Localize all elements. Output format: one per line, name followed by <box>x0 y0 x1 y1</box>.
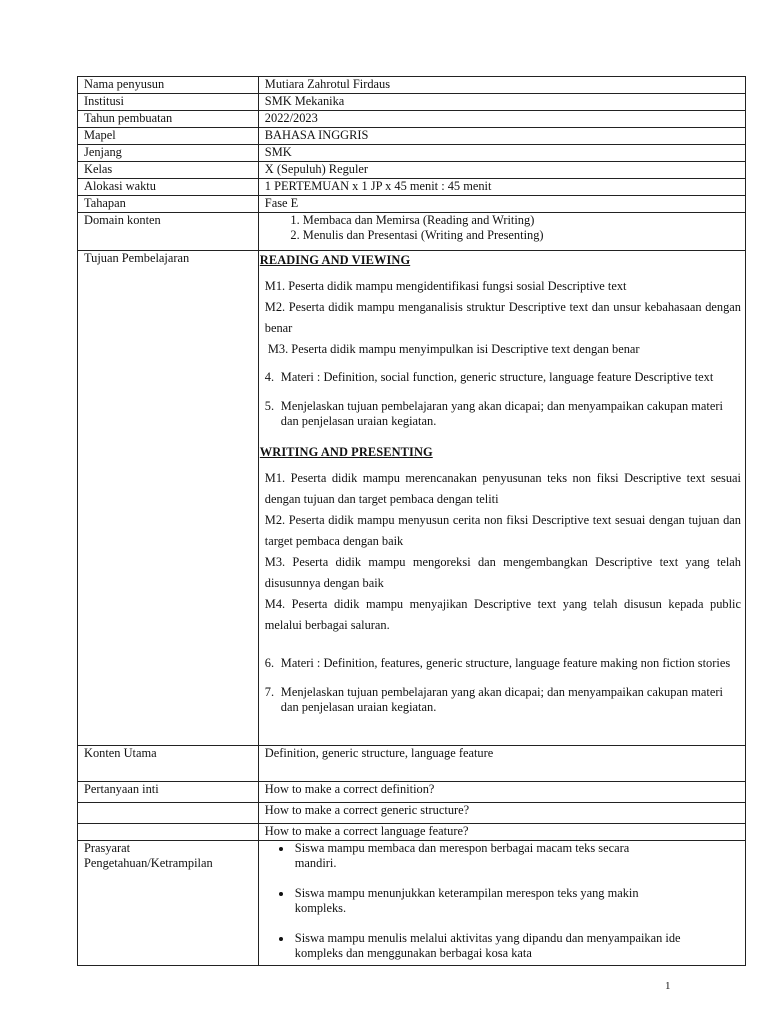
item-text: Menjelaskan tujuan pembelajaran yang akan dicapai; dan menyampaikan cakupan materi dan penjelasan uraian kegiatan. <box>280 685 723 714</box>
list-item: • Siswa mampu membaca dan merespon berbagai macam teks secara mandiri. <box>293 841 741 871</box>
objective-text: M4. Peserta didik mampu menyajikan Descriptive text yang telah disusun kepada public melalui berbagai saluran. <box>264 597 741 632</box>
prasyarat-list <box>265 841 741 961</box>
list-item: 1. Membaca dan Memirsa (Reading and Writing) <box>303 213 741 228</box>
label-line: Pengetahuan/Ketrampilan <box>84 856 213 870</box>
row-tujuan-pembelajaran <box>78 251 746 746</box>
row-label-empty <box>78 824 259 841</box>
identity-table <box>77 76 746 966</box>
row-label: Tahapan <box>78 196 259 213</box>
row-label: Mapel <box>78 128 259 145</box>
row-label: Alokasi waktu <box>78 179 259 196</box>
row-value: X (Sepuluh) Reguler <box>258 162 745 179</box>
row-mapel <box>78 128 746 145</box>
list-item: 2. Menulis dan Presentasi (Writing and Presenting) <box>303 228 741 243</box>
row-pertanyaan-2 <box>78 803 746 824</box>
row-nama-penyusun <box>78 77 746 94</box>
row-value <box>258 251 745 746</box>
section-heading: WRITING AND PRESENTING <box>259 445 433 459</box>
objective-text: M3. Peserta didik mampu menyimpulkan isi Descriptive text dengan benar <box>264 342 640 356</box>
row-value: Fase E <box>258 196 745 213</box>
item-text: Materi : Definition, features, generic structure, language feature making non fiction stories <box>280 656 731 670</box>
row-alokasi-waktu <box>78 179 746 196</box>
row-value <box>258 841 745 966</box>
row-label: Nama penyusun <box>78 77 259 94</box>
row-label: Tujuan Pembelajaran <box>78 251 259 746</box>
objective-text: M2. Peserta didik mampu menganalisis struktur Descriptive text dan unsur kebahasaan dengan benar <box>264 300 741 335</box>
row-label: Kelas <box>78 162 259 179</box>
row-value: How to make a correct language feature? <box>258 824 745 841</box>
row-pertanyaan-inti <box>78 782 746 803</box>
row-value: BAHASA INGGRIS <box>258 128 745 145</box>
item-number: 6. <box>264 656 275 670</box>
row-value: Definition, generic structure, language feature <box>258 746 745 782</box>
row-label: Pertanyaan inti <box>78 782 259 803</box>
row-pertanyaan-3 <box>78 824 746 841</box>
row-label: Institusi <box>78 94 259 111</box>
row-label-empty <box>78 803 259 824</box>
section-heading: READING AND VIEWING <box>259 253 411 267</box>
list-item: • Siswa mampu menulis melalui aktivitas yang dipandu dan menyampaikan ide kompleks dan menggunakan berbagai kosa kata <box>293 931 741 961</box>
row-value: 2022/2023 <box>258 111 745 128</box>
row-institusi <box>78 94 746 111</box>
row-kelas <box>78 162 746 179</box>
row-prasyarat <box>78 841 746 966</box>
row-label: Konten Utama <box>78 746 259 782</box>
row-jenjang <box>78 145 746 162</box>
row-value: How to make a correct definition? <box>258 782 745 803</box>
item-text: Menjelaskan tujuan pembelajaran yang akan dicapai; dan menyampaikan cakupan materi dan penjelasan uraian kegiatan. <box>280 399 723 428</box>
row-value: SMK Mekanika <box>258 94 745 111</box>
row-value: How to make a correct generic structure? <box>258 803 745 824</box>
numbered-item <box>265 370 741 385</box>
row-label: Jenjang <box>78 145 259 162</box>
numbered-item <box>265 685 741 715</box>
item-number: 5. <box>264 399 275 413</box>
item-number: 7. <box>264 685 275 699</box>
list-item: • Siswa mampu menunjukkan keterampilan merespon teks yang makin kompleks. <box>293 886 741 916</box>
numbered-item <box>265 656 741 671</box>
row-label: Domain konten <box>78 213 259 251</box>
lesson-plan-document <box>77 76 746 966</box>
row-value: SMK <box>258 145 745 162</box>
objective-text: M1. Peserta didik mampu merencanakan penyusunan teks non fiksi Descriptive text sesuai dengan tujuan dan target pembaca dengan teliti <box>264 471 741 506</box>
objective-text: M3. Peserta didik mampu mengoreksi dan mengembangkan Descriptive text yang telah disusunnya dengan baik <box>264 555 741 590</box>
row-domain-konten <box>78 213 746 251</box>
row-konten-utama <box>78 746 746 782</box>
objective-text: M2. Peserta didik mampu menyusun cerita non fiksi Descriptive text sesuai dengan tujuan dan target pembaca dengan baik <box>264 513 741 548</box>
item-number: 4. <box>264 370 275 384</box>
item-text: Materi : Definition, social function, generic structure, language feature Descriptive text <box>280 370 714 384</box>
objective-text: M1. Peserta didik mampu mengidentifikasi fungsi sosial Descriptive text <box>264 279 627 293</box>
row-label: Tahun pembuatan <box>78 111 259 128</box>
row-value <box>258 213 745 251</box>
row-value: 1 PERTEMUAN x 1 JP x 45 menit : 45 menit <box>258 179 745 196</box>
row-value: Mutiara Zahrotul Firdaus <box>258 77 745 94</box>
page-number: 1 <box>665 980 671 992</box>
domain-list <box>265 213 741 243</box>
row-label <box>78 841 259 966</box>
numbered-item <box>265 399 741 429</box>
row-tahun-pembuatan <box>78 111 746 128</box>
row-tahapan <box>78 196 746 213</box>
label-line: Prasyarat <box>84 841 131 855</box>
